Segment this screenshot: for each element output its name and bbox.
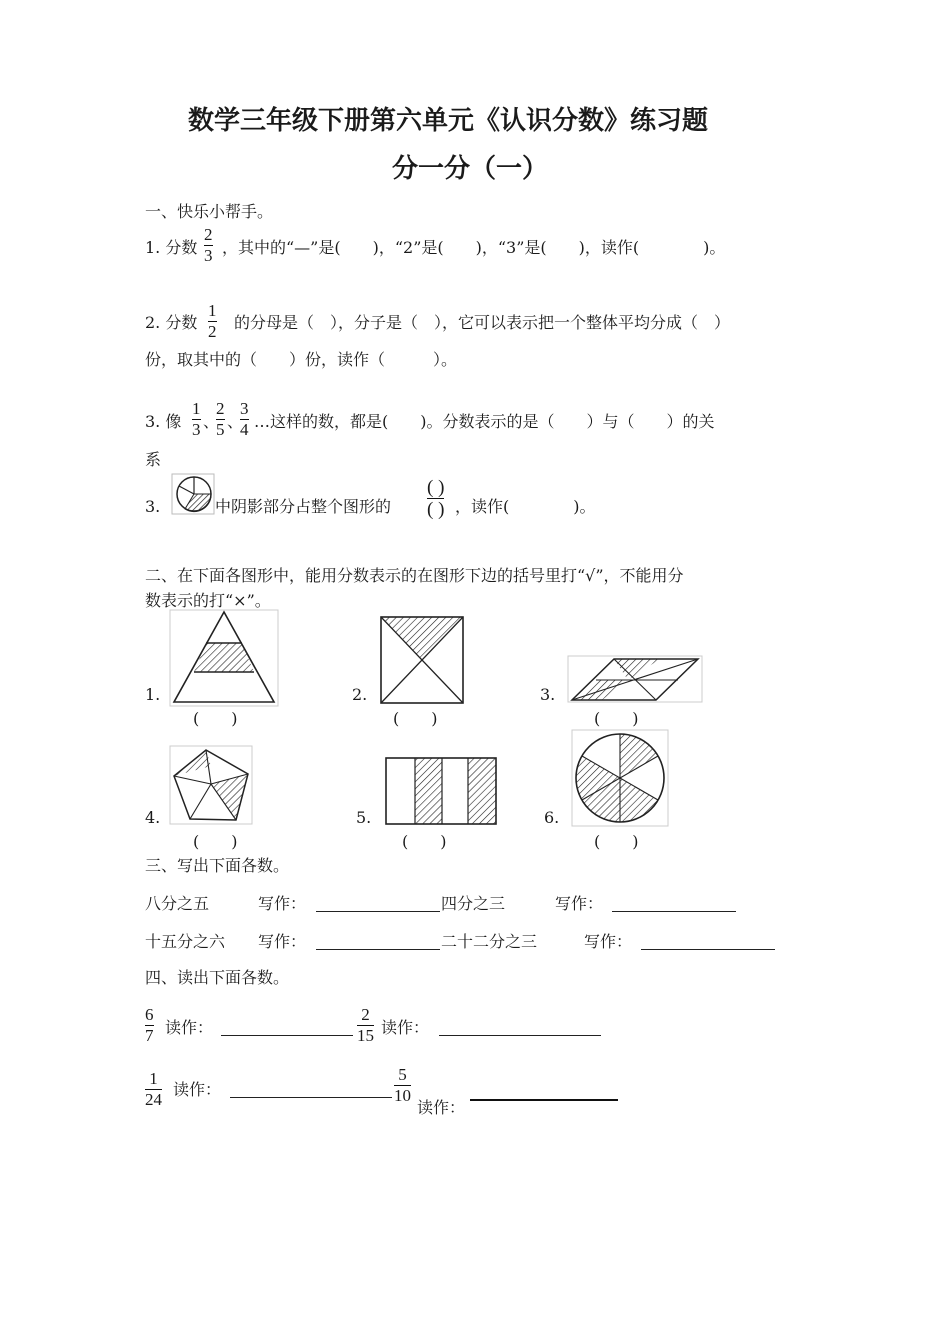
read-den-2: 15 xyxy=(357,1026,374,1045)
q2-prefix: 2. 分数 xyxy=(145,313,198,332)
read-num-4: 5 xyxy=(398,1065,407,1084)
q3-text: …这样的数，都是( )。分数表示的是（ ）与（ ）的关 xyxy=(254,412,715,431)
read-label-1: 读作： xyxy=(165,1018,214,1037)
row2-answer-line-2[interactable] xyxy=(641,948,775,950)
read-fraction-3 xyxy=(145,1070,162,1109)
read-label-2: 读作： xyxy=(381,1018,430,1037)
row1-write-label: 写作： xyxy=(258,894,307,913)
section2-heading: 二、在下面各图形中，能用分数表示的在图形下边的括号里打“√”，不能用分 xyxy=(145,566,684,585)
q2-numerator: 1 xyxy=(208,301,217,320)
read-answer-line-1[interactable] xyxy=(221,1034,353,1036)
q3-prefix: 3. 像 xyxy=(145,412,182,431)
row2-write-label-2: 写作： xyxy=(584,932,633,951)
read-fraction-4 xyxy=(394,1066,411,1105)
read-label-4: 读作： xyxy=(417,1098,466,1117)
read-fraction-1 xyxy=(145,1006,154,1045)
q3-den-2: 5 xyxy=(216,420,225,439)
shape-6-number: 6. xyxy=(544,808,560,827)
row2-number-name-2: 二十二分之三 xyxy=(441,932,538,951)
circle-figure xyxy=(172,474,214,514)
shape-2-answer-bracket[interactable]: ( ) xyxy=(393,709,438,728)
page-title: 数学三年级下册第六单元《认识分数》练习题 xyxy=(188,106,709,136)
row2-number-name: 十五分之六 xyxy=(145,932,226,951)
section2-heading-line2: 数表示的打“×”。 xyxy=(145,591,271,610)
row1-number-name: 八分之五 xyxy=(145,894,210,913)
parallelogram-figure xyxy=(568,656,702,704)
shape-4-answer-bracket[interactable]: ( ) xyxy=(193,832,238,851)
shape-6-answer-bracket[interactable]: ( ) xyxy=(594,832,639,851)
q1-denominator: 3 xyxy=(204,246,213,265)
read-den-1: 7 xyxy=(145,1026,154,1045)
q4-suffix: ，读作( )。 xyxy=(455,497,596,516)
q3-text-line2: 系 xyxy=(145,450,162,469)
section4-heading: 四、读出下面各数。 xyxy=(145,968,290,987)
q3-num-2: 2 xyxy=(216,399,225,418)
q3-den-1: 3 xyxy=(192,420,201,439)
q4-fraction xyxy=(427,478,444,519)
shape-3-answer-bracket[interactable]: ( ) xyxy=(594,709,639,728)
square-figure xyxy=(378,614,466,706)
shape-2-number: 2. xyxy=(352,685,368,704)
q3-fraction-1 xyxy=(192,400,201,439)
rectangle-figure xyxy=(384,756,498,826)
row1-answer-line[interactable] xyxy=(316,910,440,912)
read-den-4: 10 xyxy=(394,1086,411,1105)
section1-heading: 一、快乐小帮手。 xyxy=(145,202,274,221)
read-answer-line-3[interactable] xyxy=(230,1096,392,1098)
q3-num-1: 1 xyxy=(192,399,201,418)
q3-num-3: 3 xyxy=(240,399,249,418)
q2-denominator: 2 xyxy=(208,322,217,341)
section3-heading: 三、写出下面各数。 xyxy=(145,856,290,875)
q1-numerator: 2 xyxy=(204,225,213,244)
shape-1-answer-bracket[interactable]: ( ) xyxy=(193,709,238,728)
q2-fraction xyxy=(208,302,217,341)
q4-numerator-blank: ( ) xyxy=(427,477,445,498)
shape-1-number: 1. xyxy=(145,685,161,704)
row1-answer-line-2[interactable] xyxy=(612,910,736,912)
q3-sep-2: 、 xyxy=(227,412,244,431)
row2-write-label: 写作： xyxy=(258,932,307,951)
row1-write-label-2: 写作： xyxy=(555,894,604,913)
shape-5-answer-bracket[interactable]: ( ) xyxy=(402,832,447,851)
pentagon-figure xyxy=(170,746,252,826)
shape-4-number: 4. xyxy=(145,808,161,827)
read-num-2: 2 xyxy=(361,1005,370,1024)
read-answer-line-4[interactable] xyxy=(470,1098,618,1101)
q2-text: 的分母是（ ），分子是（ ），它可以表示把一个整体平均分成（ ） xyxy=(234,313,731,332)
q1-prefix: 1. 分数 xyxy=(145,238,198,257)
read-den-3: 24 xyxy=(145,1090,162,1109)
q1-fraction xyxy=(204,226,213,265)
read-label-3: 读作： xyxy=(173,1080,222,1099)
q3-den-3: 4 xyxy=(240,420,249,439)
shape-3-number: 3. xyxy=(540,685,556,704)
q3-fraction-2 xyxy=(216,400,225,439)
q4-prefix: 3. xyxy=(145,497,161,516)
page-subtitle: 分一分（一） xyxy=(392,154,549,184)
read-num-1: 6 xyxy=(145,1005,154,1024)
q4-text: 中阴影部分占整个图形的 xyxy=(215,497,392,516)
q4-denominator-blank: ( ) xyxy=(427,499,445,520)
read-num-3: 1 xyxy=(149,1069,158,1088)
read-answer-line-2[interactable] xyxy=(439,1034,601,1036)
read-fraction-2 xyxy=(357,1006,374,1045)
q2-text-line2: 份，取其中的（ ）份，读作（ ）。 xyxy=(145,350,458,369)
circle-pie-figure xyxy=(572,730,668,826)
row1-number-name-2: 四分之三 xyxy=(441,894,506,913)
triangle-figure xyxy=(170,610,278,706)
row2-answer-line[interactable] xyxy=(316,948,440,950)
q1-text: ，其中的“—”是( )，“2”是( )，“3”是( )，读作( )。 xyxy=(222,238,726,257)
shape-5-number: 5. xyxy=(356,808,372,827)
q3-fraction-3 xyxy=(240,400,249,439)
q3-sep-1: 、 xyxy=(203,412,220,431)
